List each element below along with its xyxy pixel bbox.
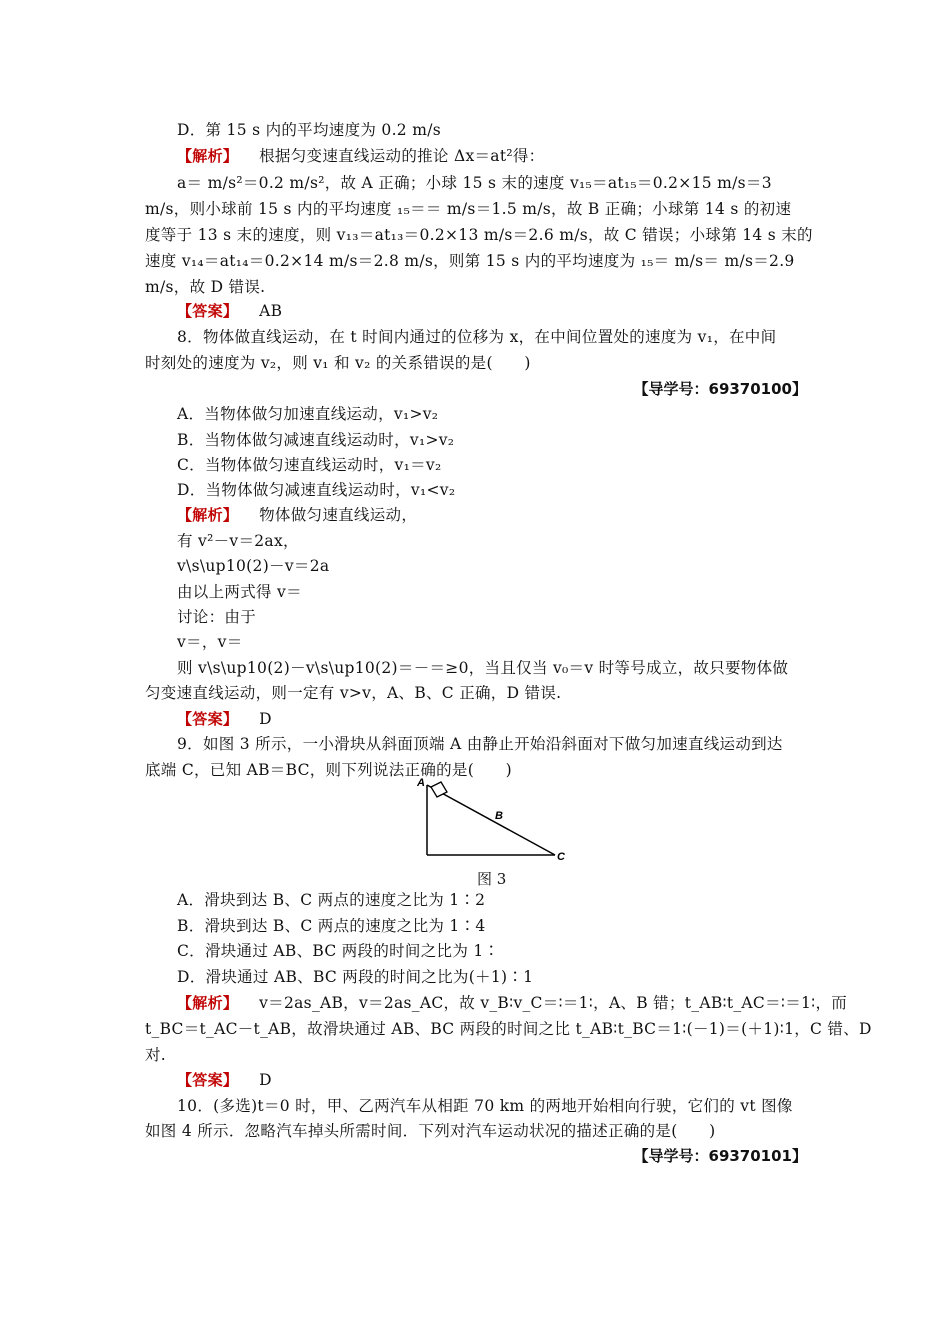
q7-analysis-line xyxy=(177,146,544,166)
analysis-text: 根据匀变速直线运动的推论 Δx＝at²得： xyxy=(259,147,545,165)
label-c: C xyxy=(557,851,565,863)
option: A．当物体做匀加速直线运动，v₁>v₂ xyxy=(177,405,439,423)
analysis-text: 速度 v₁₄＝at₁₄＝0.2×14 m/s＝2.8 m/s，则第 15 s 内的平均速度为 ₁₅＝ m/s＝ m/s＝2.9 xyxy=(145,252,795,270)
answer-tag: 【答案】 xyxy=(177,302,239,320)
option: A．滑块到达 B、C 两点的速度之比为 1∶2 xyxy=(177,891,486,909)
analysis-text: 有 v²－v＝2ax， xyxy=(177,532,299,550)
answer-text: D xyxy=(259,710,272,728)
question-stem: 时刻处的速度为 v₂，则 v₁ 和 v₂ 的关系错误的是( ) xyxy=(145,354,531,372)
analysis-tag: 【解析】 xyxy=(177,147,239,165)
label-b: B xyxy=(495,810,503,822)
q8-answer-line xyxy=(177,709,272,729)
question-stem: 如图 4 所示．忽略汽车掉头所需时间．下列对汽车运动状况的描述正确的是( ) xyxy=(145,1122,716,1140)
answer-tag: 【答案】 xyxy=(177,710,239,728)
analysis-text: 则 v\s\up10(2)－v\s\up10(2)＝－＝≥0，当且仅当 v₀＝v 时等号成立，故只要物体做 xyxy=(177,659,789,677)
analysis-tag: 【解析】 xyxy=(177,506,239,524)
answer-text: AB xyxy=(259,302,283,320)
question-stem: 8．物体做直线运动，在 t 时间内通过的位移为 x，在中间位置处的速度为 v₁，在中间 xyxy=(177,328,777,346)
analysis-text: t_BC＝t_AC－t_AB，故滑块通过 AB、BC 两段的时间之比 t_AB∶t_BC＝1∶(－1)＝(＋1)∶1，C 错、D xyxy=(145,1020,872,1038)
option: B．滑块到达 B、C 两点的速度之比为 1∶4 xyxy=(177,917,486,935)
question-stem: 9．如图 3 所示，一小滑块从斜面顶端 A 由静止开始沿斜面对下做匀加速直线运动到达 xyxy=(177,735,783,753)
label-a: A xyxy=(417,777,425,789)
figure-caption: 图 3 xyxy=(477,870,507,888)
q9-analysis-line xyxy=(177,993,847,1013)
guide-number: 【导学号：69370100】 xyxy=(633,380,807,398)
analysis-text: m/s，则小球前 15 s 内的平均速度 ₁₅＝＝ m/s＝1.5 m/s，故 B 正确；小球第 14 s 的初速 xyxy=(145,200,792,218)
option: C．当物体做匀速直线运动时，v₁＝v₂ xyxy=(177,456,442,474)
option: B．当物体做匀减速直线运动时，v₁>v₂ xyxy=(177,431,455,449)
analysis-text: 度等于 13 s 末的速度，则 v₁₃＝at₁₃＝0.2×13 m/s＝2.6 m/s，故 C 错误；小球第 14 s 末的 xyxy=(145,226,813,244)
analysis-text: 讨论：由于 xyxy=(177,608,257,626)
option: D．当物体做匀减速直线运动时，v₁<v₂ xyxy=(177,481,456,499)
analysis-text: m/s，故 D 错误. xyxy=(145,278,266,296)
answer-tag: 【答案】 xyxy=(177,1071,239,1089)
analysis-text: a＝ m/s²＝0.2 m/s²，故 A 正确；小球 15 s 末的速度 v₁₅＝at₁₅＝0.2×15 m/s＝3 xyxy=(177,174,772,192)
incline-figure xyxy=(417,775,577,869)
analysis-text: 物体做匀速直线运动， xyxy=(259,506,418,524)
answer-text: D xyxy=(259,1071,272,1089)
analysis-text: 由以上两式得 v＝ xyxy=(177,583,302,601)
q7-answer-line xyxy=(177,301,282,321)
analysis-text: v\s\up10(2)－v＝2a xyxy=(177,557,330,575)
q7-option-d: D．第 15 s 内的平均速度为 0.2 m/s xyxy=(177,121,441,139)
analysis-tag: 【解析】 xyxy=(177,994,239,1012)
question-stem: 底端 C，已知 AB＝BC，则下列说法正确的是( ) xyxy=(145,761,513,779)
q9-answer-line xyxy=(177,1070,272,1090)
analysis-text: v＝，v＝ xyxy=(177,633,243,651)
q8-analysis-line xyxy=(177,505,417,525)
guide-number: 【导学号：69370101】 xyxy=(633,1147,807,1165)
incline-diagram xyxy=(417,775,577,865)
option: D．滑块通过 AB、BC 两段的时间之比为(＋1)∶1 xyxy=(177,968,534,986)
analysis-text: 对. xyxy=(145,1046,167,1064)
analysis-text: 匀变速直线运动，则一定有 v>v，A、B、C 正确，D 错误. xyxy=(145,684,562,702)
option: C．滑块通过 AB、BC 两段的时间之比为 1∶ xyxy=(177,942,500,960)
analysis-text: v＝2as_AB，v＝2as_AC，故 v_B∶v_C＝∶＝1∶，A、B 错；t_AB∶t_AC＝∶＝1∶，而 xyxy=(259,994,848,1012)
question-stem: 10．(多选)t＝0 时，甲、乙两汽车从相距 70 km 的两地开始相向行驶，它们的 vt 图像 xyxy=(177,1097,793,1115)
